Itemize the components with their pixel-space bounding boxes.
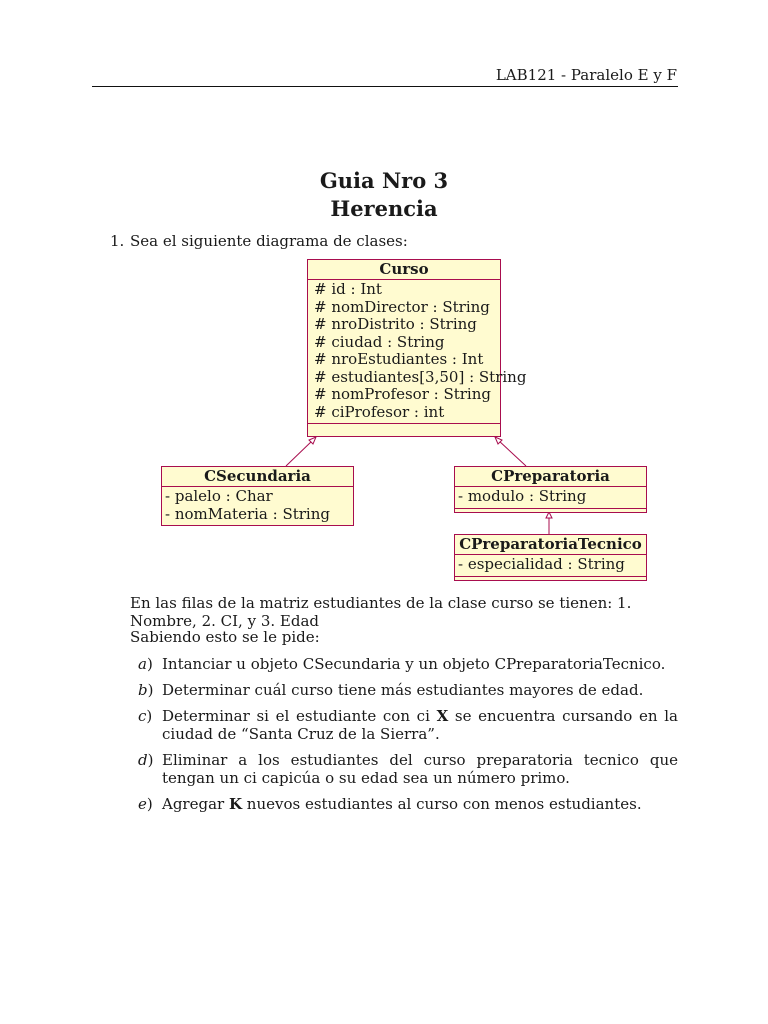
list-item-c (130, 707, 678, 743)
attribute: - palelo : Char (165, 487, 273, 505)
connector-preparatoria-curso (498, 440, 526, 466)
connector-secundaria-curso (286, 440, 313, 466)
item-label: d) (138, 751, 154, 769)
class-attributes (162, 487, 353, 526)
attribute: - modulo : String (458, 487, 587, 505)
attribute: # estudiantes[3,50] : String (314, 367, 527, 386)
attribute: # nroDistrito : String (314, 315, 477, 333)
item-label: b) (138, 681, 154, 699)
class-cpreparatoriatecnico (454, 534, 647, 581)
list-item-d (130, 751, 678, 787)
class-name: CPreparatoria (455, 467, 646, 487)
item-label: a) (138, 655, 153, 673)
attribute: - nomMateria : String (165, 504, 330, 523)
item-label: c) (138, 707, 153, 725)
item-text: Determinar cuál curso tiene más estudiantes mayores de edad. (162, 681, 644, 699)
list-item-e (130, 795, 678, 813)
document-subtitle: Herencia (330, 196, 438, 221)
attribute: # nroEstudiantes : Int (314, 350, 484, 368)
item-text: Agregar K nuevos estudiantes al curso con menos estudiantes. (162, 795, 642, 813)
class-name: CSecundaria (162, 467, 353, 487)
matrix-description: En las filas de la matriz estudiantes de la clase curso se tienen: 1. Nombre, 2. CI, y 3. Edad (130, 594, 632, 630)
variable-k: K (228, 795, 243, 813)
attribute: # id : Int (314, 280, 382, 298)
list-item-b (130, 681, 678, 699)
document-title: Guia Nro 3 (319, 168, 449, 193)
item-text: Eliminar a los estudiantes del curso preparatoria tecnico que tengan un ci capicúa o su edad sea un número primo. (162, 751, 678, 787)
class-methods (162, 526, 353, 528)
class-methods (455, 577, 646, 579)
class-curso (307, 259, 527, 437)
attribute: - especialidad : String (458, 555, 625, 573)
class-attributes (308, 280, 527, 424)
attribute: # nomDirector : String (314, 297, 490, 316)
class-csecundaria (161, 466, 354, 526)
class-attributes (455, 555, 646, 577)
item-text: Determinar si el estudiante con ci X se encuentra cursando en la ciudad de “Santa Cruz de la Sierra”. (162, 707, 678, 743)
attribute: # ciudad : String (314, 332, 445, 351)
item-label: e) (138, 795, 153, 813)
attribute: # ciProfesor : int (314, 402, 445, 421)
class-methods (308, 424, 500, 429)
class-methods (455, 509, 646, 511)
item-text: Intanciar u objeto CSecundaria y un objeto CPreparatoriaTecnico. (162, 655, 666, 673)
page-header: LAB121 - Paralelo E y F (495, 66, 677, 84)
question-number: 1. (110, 232, 125, 250)
class-attributes (455, 487, 646, 509)
class-name: Curso (308, 260, 500, 280)
variable-x: X (436, 707, 449, 725)
class-cpreparatoria (454, 466, 647, 513)
question-text: Sea el siguiente diagrama de clases: (130, 232, 408, 250)
class-name: CPreparatoriaTecnico (455, 535, 646, 555)
attribute: # nomProfesor : String (314, 385, 491, 403)
task-intro: Sabiendo esto se le pide: (130, 628, 320, 646)
list-item-a (130, 655, 678, 673)
